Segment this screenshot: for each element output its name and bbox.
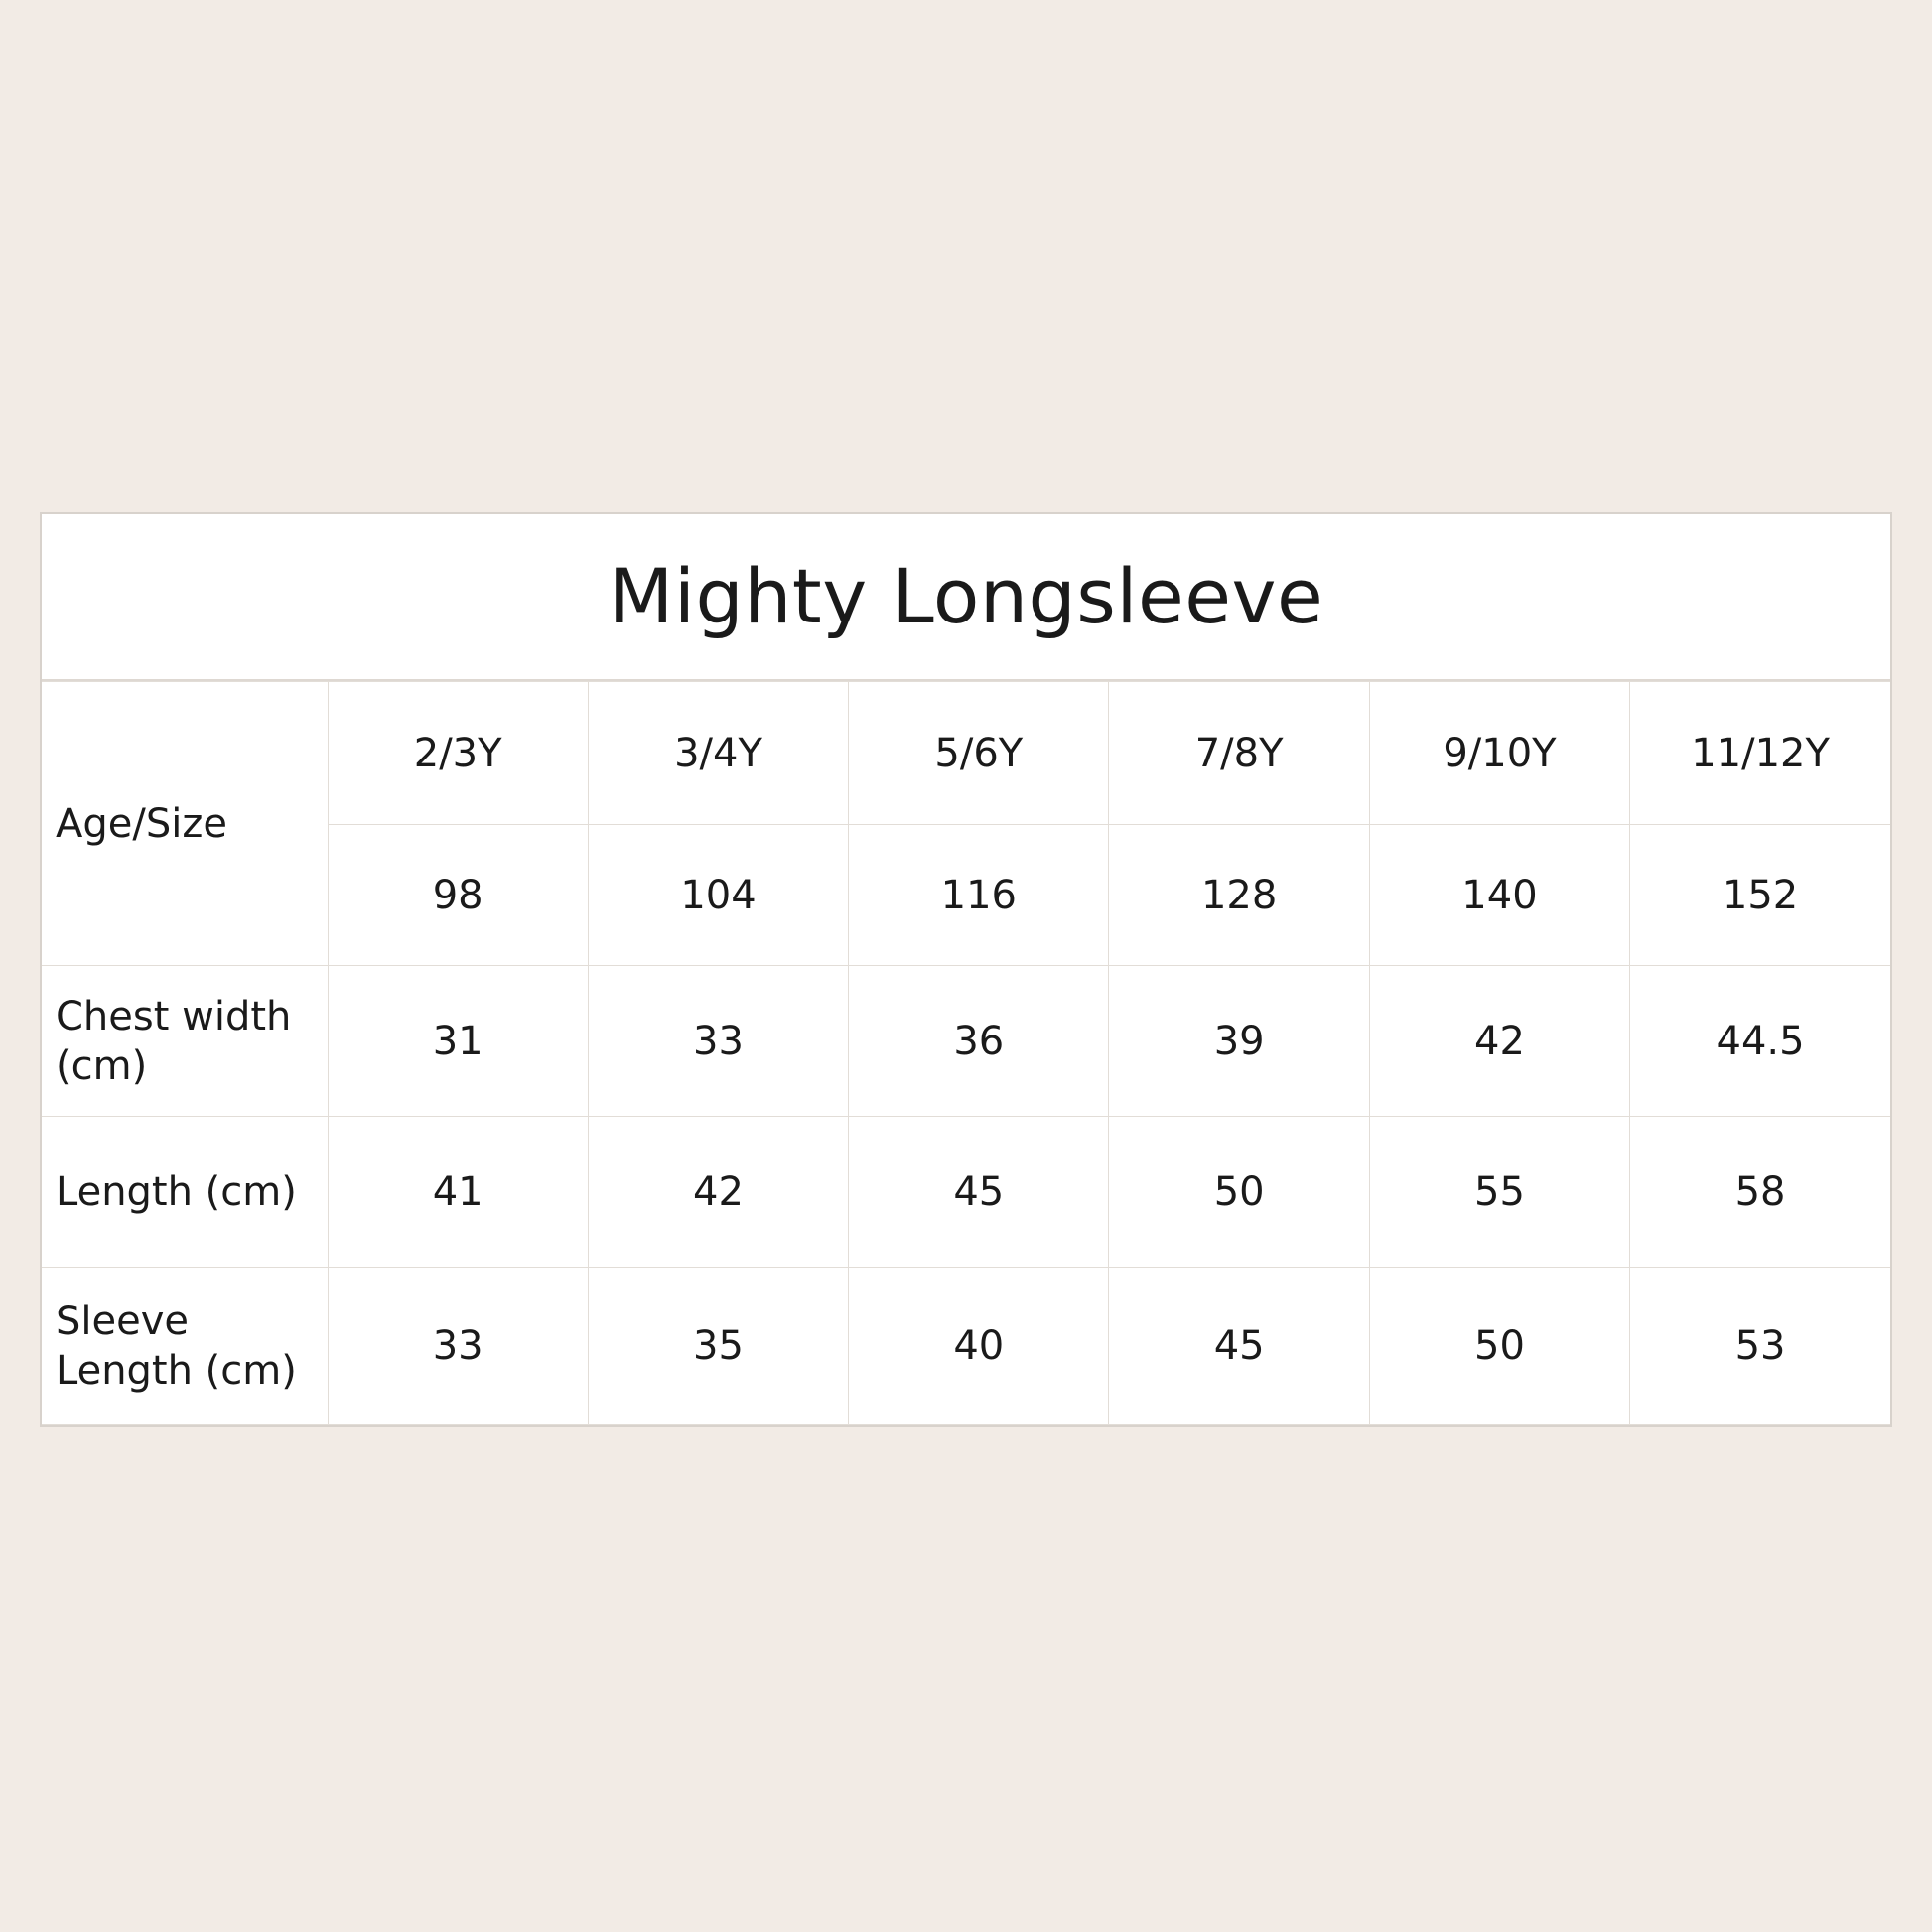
header-cell-size-code-5: 140 xyxy=(1369,825,1629,966)
header-cell-size-code-6: 152 xyxy=(1630,825,1890,966)
header-cell-age-size-3: 5/6Y xyxy=(849,682,1109,825)
cell-length-5: 55 xyxy=(1369,1117,1629,1268)
cell-length-1: 41 xyxy=(328,1117,588,1268)
cell-chest-width-4: 39 xyxy=(1109,966,1369,1117)
cell-sleeve-length-3: 40 xyxy=(849,1268,1109,1425)
table-row xyxy=(42,966,1890,1117)
header-cell-age-size-1: 2/3Y xyxy=(328,682,588,825)
row-label-length: Length (cm) xyxy=(42,1117,328,1268)
header-cell-size-code-4: 128 xyxy=(1109,825,1369,966)
row-label-chest-width: Chest width (cm) xyxy=(42,966,328,1117)
cell-sleeve-length-5: 50 xyxy=(1369,1268,1629,1425)
table-row xyxy=(42,1117,1890,1268)
size-chart-table xyxy=(42,681,1890,1425)
row-label-sleeve-length: Sleeve Length (cm) xyxy=(42,1268,328,1425)
cell-sleeve-length-1: 33 xyxy=(328,1268,588,1425)
cell-chest-width-3: 36 xyxy=(849,966,1109,1117)
page-title: Mighty Longsleeve xyxy=(608,552,1324,640)
cell-length-2: 42 xyxy=(588,1117,848,1268)
table-row-age-sizes xyxy=(42,682,1890,825)
size-chart-card xyxy=(40,512,1892,1427)
cell-chest-width-1: 31 xyxy=(328,966,588,1117)
cell-sleeve-length-4: 45 xyxy=(1109,1268,1369,1425)
cell-length-4: 50 xyxy=(1109,1117,1369,1268)
cell-chest-width-5: 42 xyxy=(1369,966,1629,1117)
header-cell-age-size-6: 11/12Y xyxy=(1630,682,1890,825)
cell-chest-width-2: 33 xyxy=(588,966,848,1117)
header-cell-age-size-4: 7/8Y xyxy=(1109,682,1369,825)
cell-chest-width-6: 44.5 xyxy=(1630,966,1890,1117)
header-cell-size-code-2: 104 xyxy=(588,825,848,966)
corner-label-age-size: Age/Size xyxy=(42,682,328,966)
cell-sleeve-length-6: 53 xyxy=(1630,1268,1890,1425)
cell-sleeve-length-2: 35 xyxy=(588,1268,848,1425)
cell-length-3: 45 xyxy=(849,1117,1109,1268)
table-row xyxy=(42,1268,1890,1425)
header-cell-age-size-2: 3/4Y xyxy=(588,682,848,825)
header-cell-size-code-1: 98 xyxy=(328,825,588,966)
chart-title-row xyxy=(42,514,1890,681)
header-cell-size-code-3: 116 xyxy=(849,825,1109,966)
cell-length-6: 58 xyxy=(1630,1117,1890,1268)
header-cell-age-size-5: 9/10Y xyxy=(1369,682,1629,825)
